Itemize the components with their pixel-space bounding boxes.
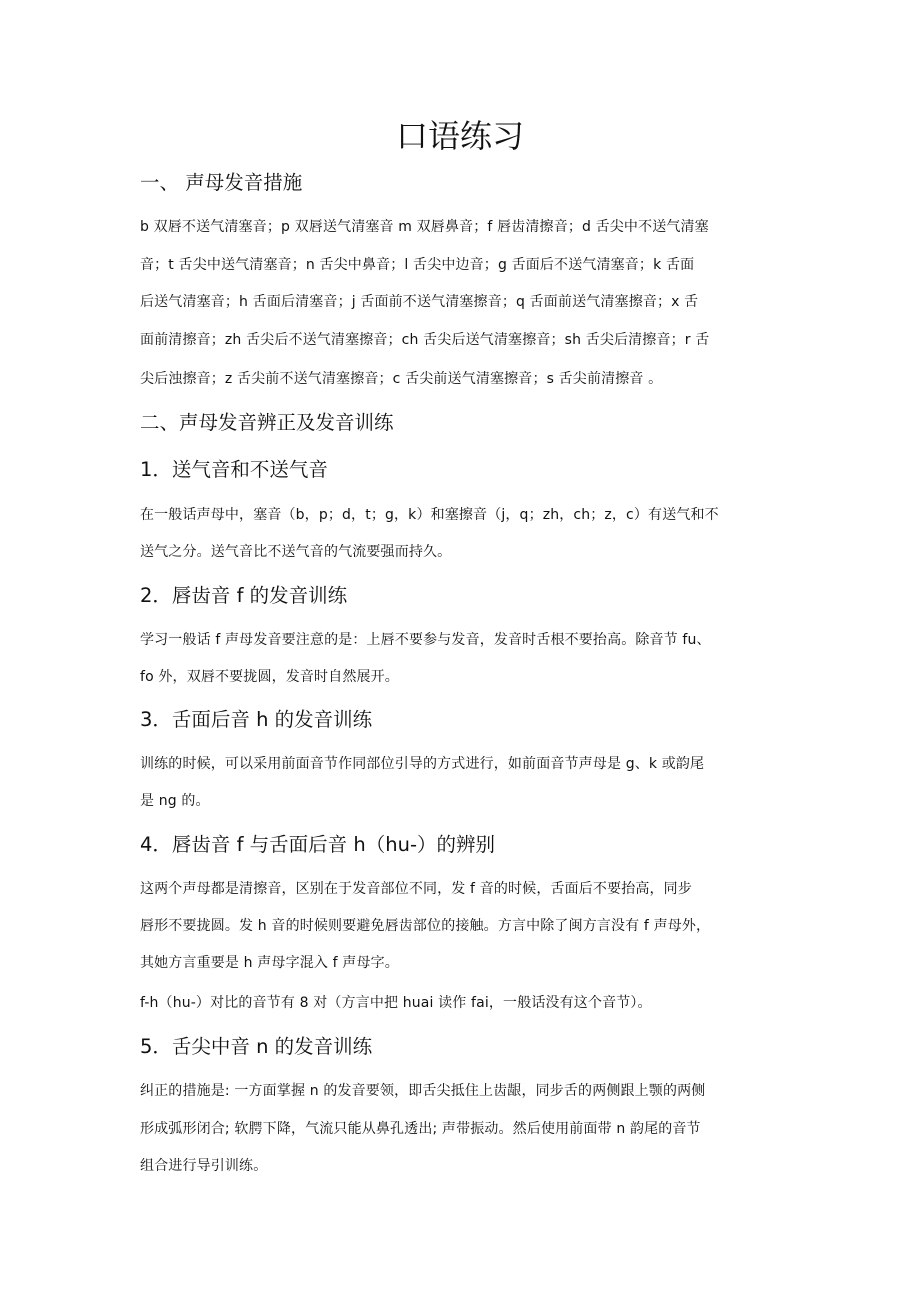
body-line: 组合进行导引训练。 [140,1158,268,1174]
body-line: 这两个声母都是清擦音，区别在于发音部位不同，发 f 音的时候，舌面后不要抬高，同步 [140,881,692,897]
body-line: 送气之分。送气音比不送气音的气流要强而持久。 [140,544,452,560]
body-line: 训练的时候，可以采用前面音节作同部位引导的方式进行，如前面音节声母是 g、k 或韵尾 [140,756,705,772]
body-line: 面前清擦音；zh 舌尖后不送气清塞擦音；ch 舌尖后送气清塞擦音；sh 舌尖后清擦音；r 舌 [140,332,710,348]
body-line: 形成弧形闭合; 软腭下降，气流只能从鼻孔透出; 声带振动。然后使用前面带 n 韵尾的音节 [140,1121,701,1137]
subsection-heading: 4．唇齿音 f 与舌面后音 h（hu-）的辨别 [140,833,495,856]
body-line: b 双唇不送气清塞音；p 双唇送气清塞音 m 双唇鼻音；f 唇齿清擦音；d 舌尖中不送气清塞 [140,219,709,235]
body-line: 其她方言重要是 h 声母字混入 f 声母字。 [140,955,399,971]
subsection-heading: 2．唇齿音 f 的发音训练 [140,584,348,607]
body-line: 音；t 舌尖中送气清塞音；n 舌尖中鼻音；l 舌尖中边音；g 舌面后不送气清塞音；k 舌面 [140,257,695,273]
body-line: 尖后浊擦音；z 舌尖前不送气清塞擦音；c 舌尖前送气清塞擦音；s 舌尖前清擦音 。 [140,371,663,387]
body-line: 是 ng 的。 [140,793,210,809]
body-line: f-h（hu-）对比的音节有 8 对（方言中把 huai 读作 fai，一般话没有这个音节）。 [140,995,652,1011]
section-heading: 一、 声母发音措施 [140,171,303,194]
body-line: fo 外，双唇不要拢圆，发音时自然展开。 [140,669,399,685]
subsection-heading: 3．舌面后音 h 的发音训练 [140,708,373,731]
section-heading: 二、声母发音辨正及发音训练 [140,411,394,434]
body-line: 学习一般话 f 声母发音要注意的是：上唇不要参与发音，发音时舌根不要抬高。除音节 fu、 [140,632,711,648]
body-line: 在一般话声母中，塞音（b，p；d，t；g，k）和塞擦音（j，q；zh，ch；z，c）有送气和不 [140,507,719,523]
body-line: 唇形不要拢圆。发 h 音的时候则要避免唇齿部位的接触。方言中除了闽方言没有 f 声母外， [140,918,711,934]
subsection-heading: 5．舌尖中音 n 的发音训练 [140,1035,373,1058]
body-line: 后送气清塞音；h 舌面后清塞音；j 舌面前不送气清塞擦音；q 舌面前送气清塞擦音；x 舌 [140,294,699,310]
document-title: 口语练习 [395,117,524,155]
subsection-heading: 1．送气音和不送气音 [140,458,328,481]
body-line: 纠正的措施是: 一方面掌握 n 的发音要领，即舌尖抵住上齿龈，同步舌的两侧跟上颚的两侧 [140,1083,706,1099]
